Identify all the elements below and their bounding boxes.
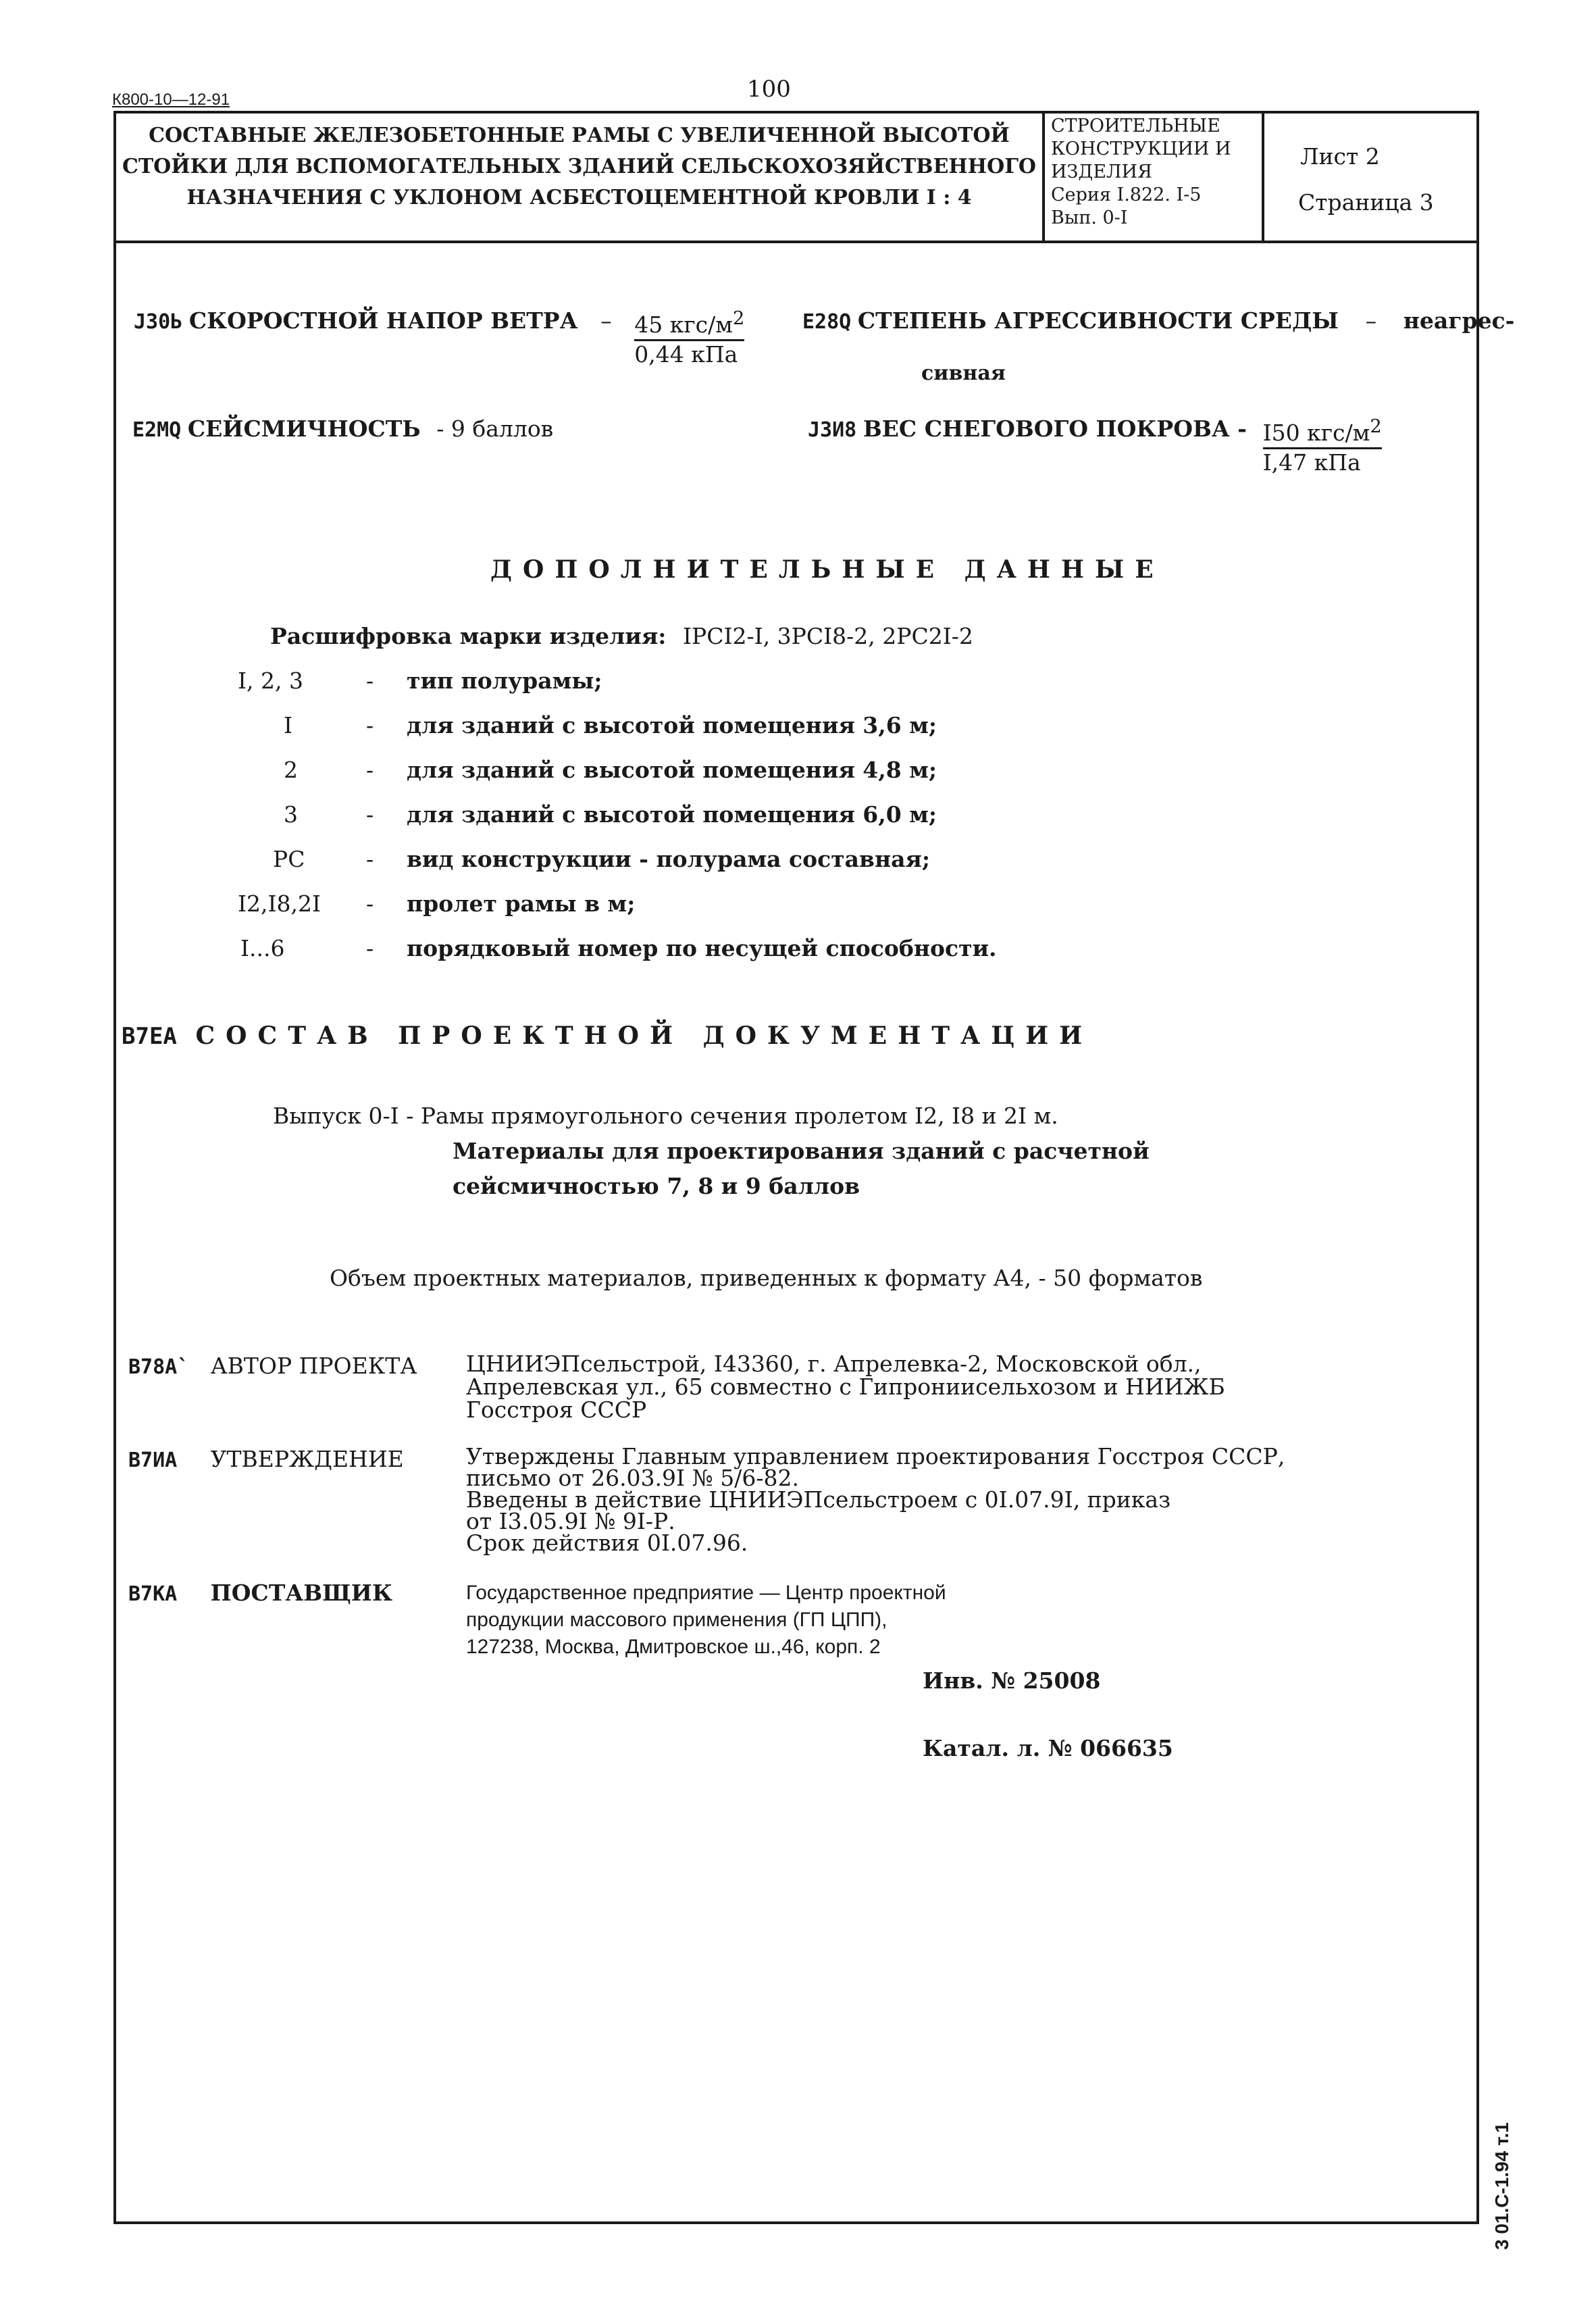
page-label: Страница 3 [1298,189,1434,216]
aggressiveness [802,307,1514,334]
list-item: I, 2, 3 - тип полурамы; [238,668,602,694]
composition-code: В7ЕА [122,1023,177,1050]
composition-heading: СОСТАВ ПРОЕКТНОЙ ДОКУМЕНТАЦИИ [195,1022,1093,1050]
aggressiveness-value: неагрес- [1403,307,1515,334]
wind-value-kpa: 0,44 кПа [634,341,738,368]
series-line: КОНСТРУКЦИИ И [1051,139,1231,159]
title-block-divider [1042,111,1045,243]
wind-value-kgs: 45 кгс/$м^2$ [634,307,744,341]
wind-code: J30Ь [134,310,183,334]
list-item: 3 - для зданий с высотой помещения 6,0 м; [284,801,937,828]
approval-row [128,1446,404,1472]
mark-decoding [270,623,973,649]
supplier-row [128,1580,392,1606]
page-number: 100 [747,76,791,103]
seismicity-code: Е2МQ [132,418,182,442]
author-label: АВТОР ПРОЕКТА [210,1353,417,1379]
snow-value-kpa: I,47 кПа [1262,449,1361,476]
wind-value [634,307,744,368]
list-item: 2 - для зданий с высотой помещения 4,8 м; [284,757,937,783]
issue-line: сейсмичностью 7, 8 и 9 баллов [453,1173,860,1199]
snow-code: J3И8 [808,418,857,442]
seismicity-label: СЕЙСМИЧНОСТЬ [187,416,421,442]
series-block [1051,115,1231,230]
aggressiveness-value-cont: сивная [921,361,1006,385]
author-text: ЦНИИЭПсельстрой, I43360, г. Апрелевка-2, Московской обл., Апрелевская ул., 65 совместно с Гипрониисельхозом и НИИЖБ Госстроя СССР [466,1351,1225,1423]
approval-code: В7ИА [128,1449,178,1472]
mark-decoding-marks: IРСI2-I, 3РСI8-2, 2РС2I-2 [682,623,973,649]
aggressiveness-code: Е28Q [802,310,852,334]
wind-pressure [134,307,744,368]
sheet-number: Лист 2 [1300,143,1380,170]
author-row [128,1353,417,1379]
title-line: НАЗНАЧЕНИЯ С УКЛОНОМ АСБЕСТОЦЕМЕНТНОЙ КРОВЛИ I : 4 [186,186,972,209]
snow-label: ВЕС СНЕГОВОГО ПОКРОВА - [863,416,1247,442]
series-line: Серия I.822. I-5 [1051,184,1202,205]
series-line: СТРОИТЕЛЬНЫЕ [1051,116,1220,136]
wind-label: СКОРОСТНОЙ НАПОР ВЕТРА [188,307,578,334]
catalog-sheet-number: Катал. л. № 066635 [923,1735,1173,1761]
list-item: I - для зданий с высотой помещения 3,6 м; [284,712,937,738]
wind-dash: – [600,307,612,334]
approval-label: УТВЕРЖДЕНИЕ [210,1446,404,1472]
seismicity [132,416,553,442]
aggressiveness-dash: – [1365,307,1377,334]
additional-data-heading: ДОПОЛНИТЕЛЬНЫЕ ДАННЫЕ [490,555,1164,584]
title-line: СТОЙКИ ДЛЯ ВСПОМОГАТЕЛЬНЫХ ЗДАНИЙ СЕЛЬСКОХОЗЯЙСТВЕННОГО [122,155,1037,178]
approval-text: Утверждены Главным управлением проектирования Госстроя СССР, письмо от 26.03.9I № 5/6-82. Введены в действие ЦНИИЭПсельстроем с 0I.07.9I, приказ от I3.05.9I № 9I-Р. Срок действия 0I.07.96. [466,1443,1285,1556]
issue-line: Материалы для проектирования зданий с расчетной [453,1138,1150,1164]
list-item: I...6 - порядковый номер по несущей способности. [240,935,997,961]
composition-heading-row [122,1022,1093,1050]
document-code: К800-10—12-91 [112,91,230,109]
supplier-text: Государственное предприятие — Центр проектной продукции массового применения (ГП ЦПП), 127238, Москва, Дмитровское ш.,46, корп. 2 [466,1582,946,1658]
snow-value [1263,416,1382,476]
title-block-divider [1262,111,1264,243]
seismicity-value: - 9 баллов [436,416,554,442]
aggressiveness-label: СТЕПЕНЬ АГРЕССИВНОСТИ СРЕДЫ [857,307,1339,334]
document-title [116,120,1042,213]
volume-note: Объем проектных материалов, приведенных к формату А4, - 50 форматов [330,1265,1203,1291]
inventory-number: Инв. № 25008 [923,1667,1101,1694]
side-stamp: 3 01.С-1.94 т.1 [1491,2122,1512,2250]
author-code: В78А` [128,1355,190,1379]
mark-decoding-label: Расшифровка марки изделия: [270,623,667,649]
list-item: РС - вид конструкции - полурама составная; [273,846,931,872]
supplier-code: В7КА [128,1582,178,1606]
issue-line: Выпуск 0-I - Рамы прямоугольного сечения пролетом I2, I8 и 2I м. [273,1103,1058,1129]
list-item: I2,I8,2I - пролет рамы в м; [238,890,636,917]
series-line: Вып. 0-I [1051,207,1128,228]
snow-load [808,416,1382,476]
snow-value-kgs: I50 кгс/$м^2$ [1263,416,1382,449]
title-line: СОСТАВНЫЕ ЖЕЛЕЗОБЕТОННЫЕ РАМЫ С УВЕЛИЧЕННОЙ ВЫСОТОЙ [149,124,1010,147]
series-line: ИЗДЕЛИЯ [1051,161,1152,182]
supplier-label: ПОСТАВЩИК [210,1580,393,1606]
